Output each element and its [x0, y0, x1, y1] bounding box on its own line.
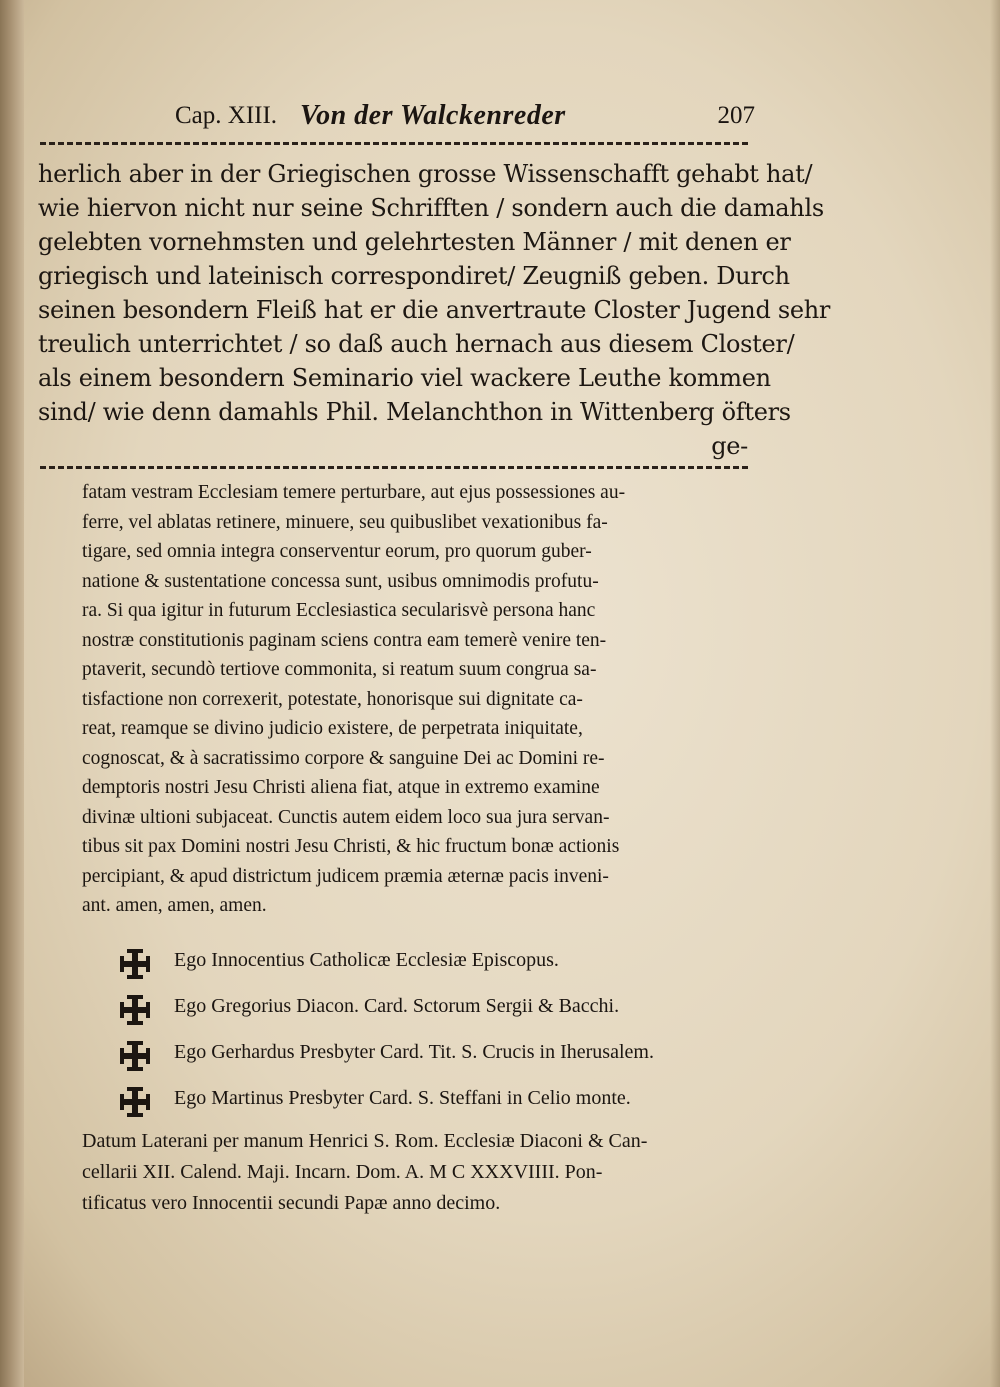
- text-line: reat, reamque se divino judicio existere, de perpetrata iniquitate,: [82, 718, 583, 739]
- text-line: cognoscat, & à sacratissimo corpore & sanguine Dei ac Domini re-: [82, 747, 605, 769]
- page-number: 207: [717, 102, 755, 129]
- signature-text: Ego Martinus Presbyter Card. S. Steffani in Celio monte.: [174, 1087, 631, 1109]
- text-line: seinen besondern Fleiß hat er die anvertraute Closter Jugend sehr: [38, 296, 831, 324]
- section-rule: [40, 466, 748, 469]
- text-line: tisfactione non correxerit, potestate, honorisque sui dignitate ca-: [82, 688, 583, 710]
- signature-text: Ego Innocentius Catholicæ Ecclesiæ Episcopus.: [174, 949, 559, 971]
- text-line: percipiant, & apud districtum judicem præmia æternæ pacis inveni-: [82, 865, 609, 887]
- page-edge-shadow: [990, 0, 1000, 1387]
- text-line: ant. amen, amen, amen.: [82, 895, 267, 916]
- signature-line: [118, 1081, 778, 1127]
- text-line: griegisch und lateinisch correspondiret/ Zeugniß geben. Durch: [38, 262, 790, 290]
- chapter-label: Cap. XIII.: [175, 102, 278, 129]
- text-line: divinæ ultioni subjaceat. Cunctis autem eidem loco sua jura servan-: [82, 806, 610, 828]
- text-line: nostræ constitutionis paginam sciens contra eam temerè venire ten-: [82, 629, 607, 651]
- text-line: als einem besondern Seminario viel wackere Leuthe kommen: [38, 364, 771, 392]
- datum-clause: [82, 1126, 762, 1219]
- signature-list: [118, 943, 778, 1127]
- text-line: sind/ wie denn damahls Phil. Melanchthon in Wittenberg öfters: [38, 398, 791, 426]
- text-line: demptoris nostri Jesu Christi aliena fiat, atque in extremo examine: [82, 777, 600, 798]
- text-line: ferre, vel ablatas retinere, minuere, seu quibuslibet vexationibus fa-: [82, 511, 608, 533]
- text-line: fatam vestram Ecclesiam temere perturbare, aut ejus possessiones au-: [82, 482, 626, 503]
- catchword: ge-: [711, 432, 748, 460]
- cross-potent-icon: [118, 1085, 152, 1119]
- signature-line: [118, 989, 778, 1035]
- text-line: Datum Laterani per manum Henrici S. Rom. Ecclesiæ Diaconi & Can-: [82, 1130, 648, 1152]
- text-line: tigare, sed omnia integra conserventur eorum, pro quorum guber-: [82, 541, 592, 562]
- text-line: tibus sit pax Domini nostri Jesu Christi, & hic fructum bonæ actionis: [82, 836, 620, 857]
- signature-text: Ego Gregorius Diacon. Card. Sctorum Sergii & Bacchi.: [174, 995, 620, 1017]
- text-line: ra. Si qua igitur in futurum Ecclesiastica secularisvè persona hanc: [82, 600, 596, 621]
- text-line: herlich aber in der Griegischen grosse Wissenschafft gehabt hat/: [38, 160, 813, 188]
- text-line: treulich unterrichtet / so daß auch hernach aus diesem Closter/: [38, 330, 795, 358]
- signature-line: [118, 943, 778, 989]
- cross-potent-icon: [118, 947, 152, 981]
- text-line: wie hiervon nicht nur seine Schrifften / sondern auch die damahls: [38, 194, 824, 222]
- latin-charter-text: [82, 478, 752, 921]
- cross-potent-icon: [118, 1039, 152, 1073]
- book-spine-shadow: [0, 0, 24, 1387]
- german-text-block: [38, 157, 831, 463]
- header-rule: [40, 142, 748, 145]
- signature-line: [118, 1035, 778, 1081]
- running-head: [175, 100, 755, 134]
- text-line: tificatus vero Innocentii secundi Papæ anno decimo.: [82, 1192, 501, 1214]
- cross-potent-icon: [118, 993, 152, 1027]
- signature-text: Ego Gerhardus Presbyter Card. Tit. S. Crucis in Iherusalem.: [174, 1041, 654, 1063]
- text-line: gelebten vornehmsten und gelehrtesten Männer / mit denen er: [38, 228, 791, 256]
- text-line: natione & sustentatione concessa sunt, usibus omnimodis profutu-: [82, 570, 599, 592]
- text-line: ptaverit, secundò tertiove commonita, si reatum suum congrua sa-: [82, 659, 597, 680]
- running-title: Von der Walckenreder: [300, 100, 566, 131]
- text-line: cellarii XII. Calend. Maji. Incarn. Dom. A. M C XXXVIIII. Pon-: [82, 1161, 603, 1183]
